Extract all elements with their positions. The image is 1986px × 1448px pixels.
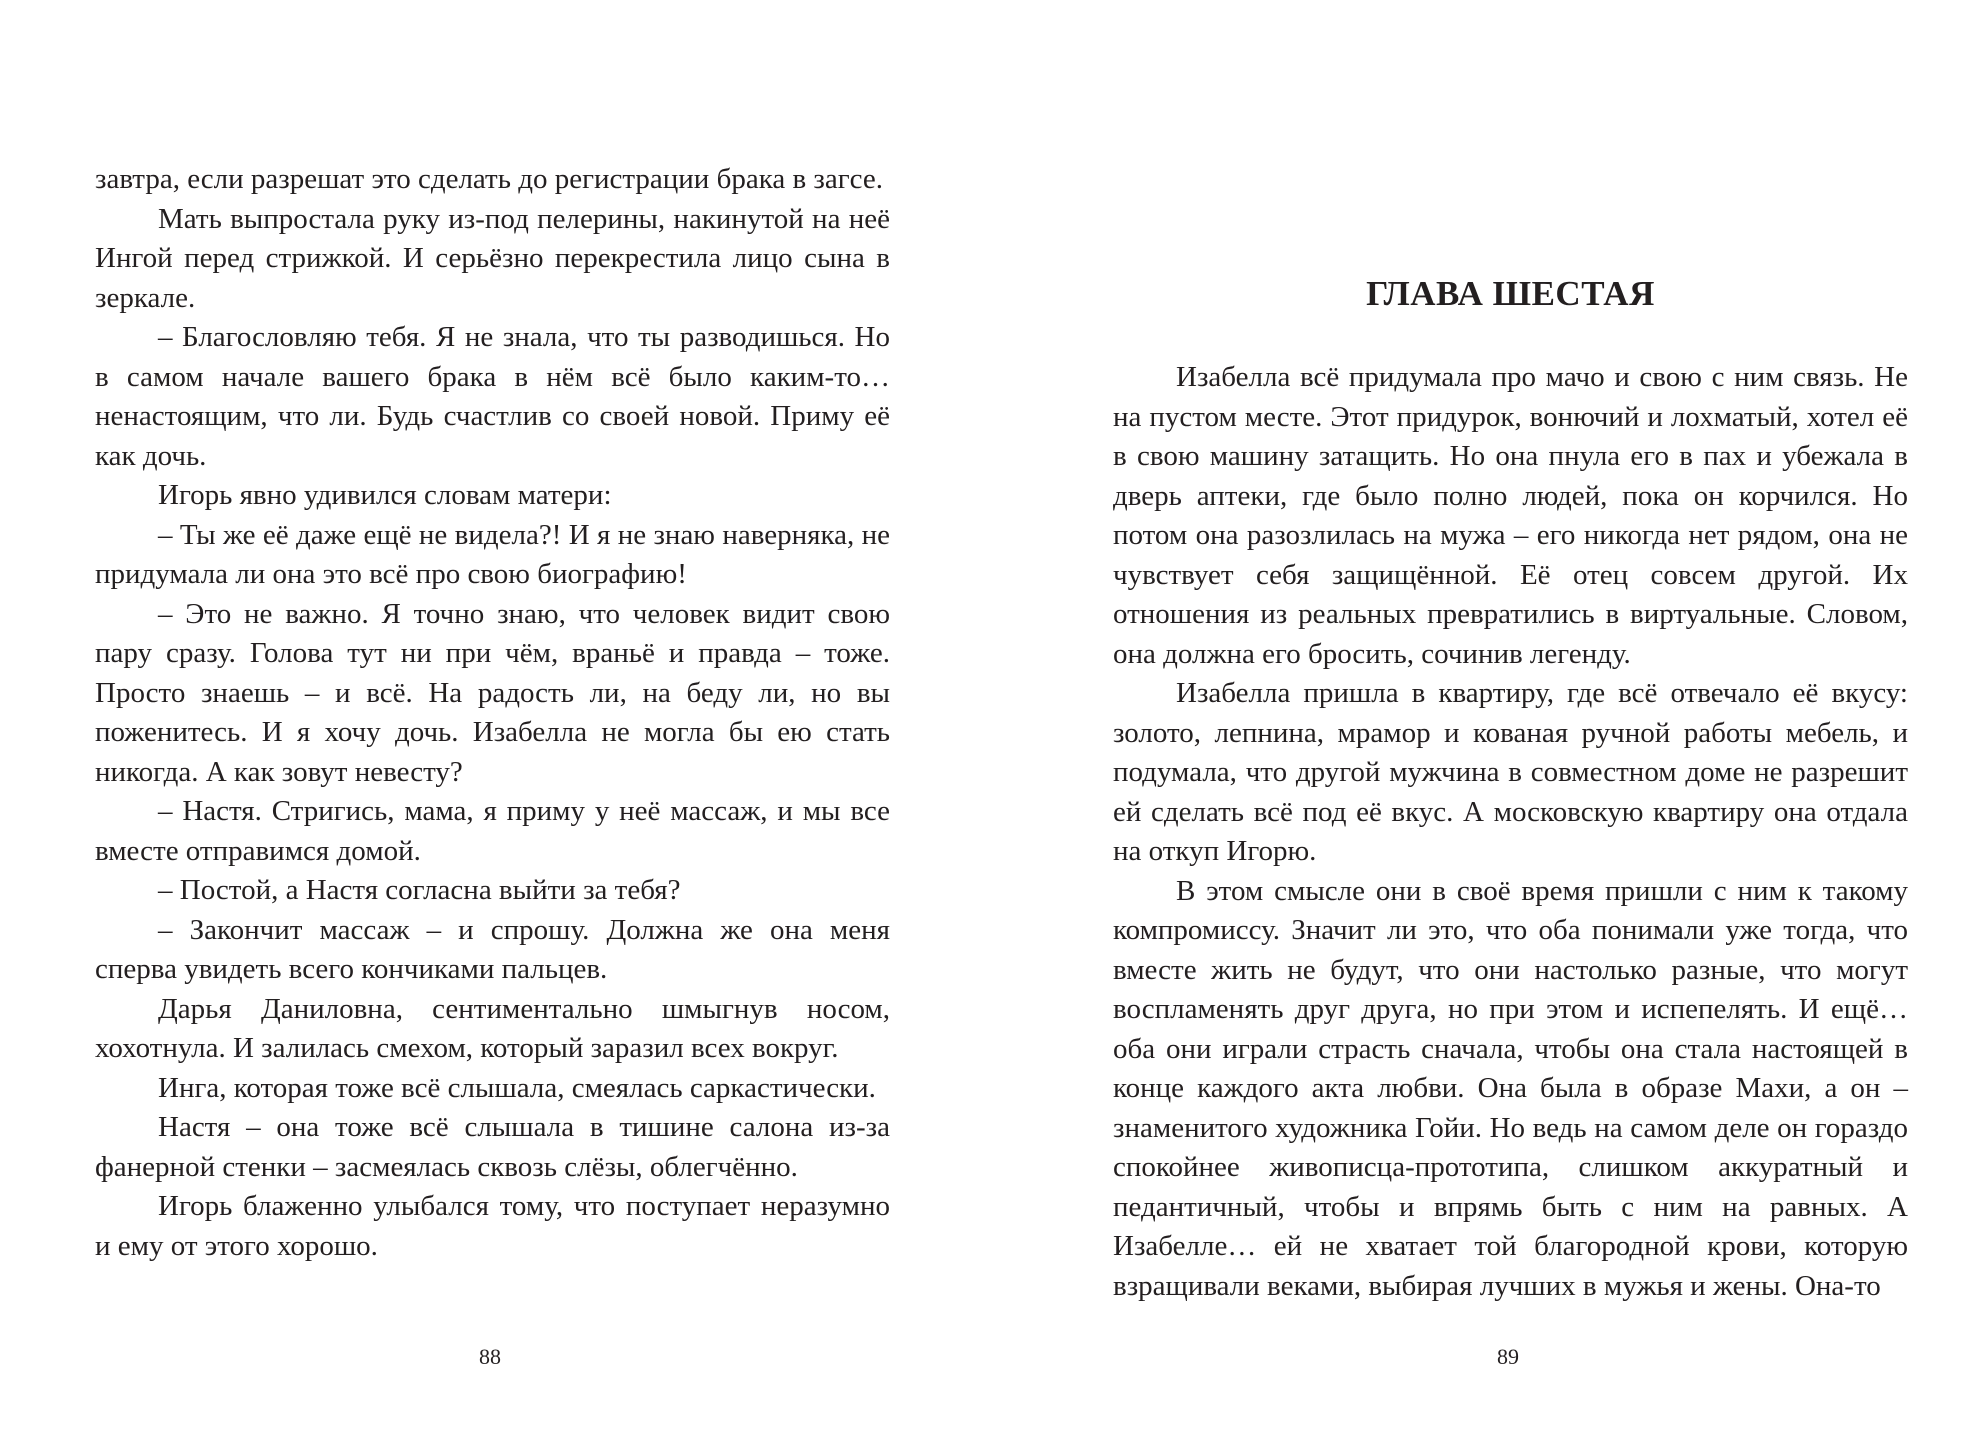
paragraph: Инга, которая тоже всё слышала, смеялась саркастически. bbox=[158, 1071, 876, 1104]
paragraph: завтра, если разрешат это сделать до регистрации брака в загсе. bbox=[95, 163, 883, 195]
paragraph: – Благословляю тебя. Я не знала, что ты разводишься. Но в самом начале вашего брака в нём всё было каким-то… ненастоящим, что ли. Будь счастлив со своей новой. Приму её как дочь. bbox=[95, 321, 890, 472]
left-page-text bbox=[95, 160, 890, 1266]
paragraph: Игорь блаженно улыбался тому, что поступает неразумно и ему от этого хорошо. bbox=[95, 1190, 890, 1262]
paragraph: – Это не важно. Я точно знаю, что человек видит свою пару сразу. Голова тут ни при чём, враньё и правда – тоже. Просто знаешь – и всё. На радость ли, на беду ли, но вы поженитесь. И я хочу дочь. Изабелла не могла бы ею стать никогда. А как зовут невесту? bbox=[95, 597, 890, 788]
right-page-text bbox=[1113, 358, 1908, 1306]
paragraph: Настя – она тоже всё слышала в тишине салона из-за фанерной стенки – засмеялась сквозь слёзы, облегчённо. bbox=[95, 1111, 890, 1183]
paragraph: – Закончит массаж – и спрошу. Должна же она меня сперва увидеть всего кончиками пальцев. bbox=[95, 913, 890, 985]
paragraph: Мать выпростала руку из-под пелерины, накинутой на неё Ингой перед стрижкой. И серьёзно перекрестила лицо сына в зеркале. bbox=[95, 202, 890, 314]
page-number: 89 bbox=[1497, 1344, 1519, 1369]
paragraph: Изабелла пришла в квартиру, где всё отвечало её вкусу: золото, лепнина, мрамор и кованая ручной работы мебель, и подумала, что другой мужчина в совместном доме не разрешит ей сделать всё под её вкус. А московскую квартиру она отдала на откуп Игорю. bbox=[1113, 677, 1908, 867]
paragraph: – Настя. Стригись, мама, я приму у неё массаж, и мы все вместе отправимся домой. bbox=[95, 795, 890, 867]
page-number: 88 bbox=[479, 1344, 501, 1369]
paragraph: – Постой, а Настя согласна выйти за тебя? bbox=[158, 874, 681, 906]
paragraph: – Ты же её даже ещё не видела?! И я не знаю наверняка, не придумала ли она это всё про свою биографию! bbox=[95, 518, 890, 590]
chapter-title: ГЛАВА ШЕСТАЯ bbox=[1366, 274, 1655, 313]
paragraph: В этом смысле они в своё время пришли с ним к такому компромиссу. Значит ли это, что оба понимали уже тогда, что вместе жить не будут, что они настолько разные, что могут воспламенять друг друга, но при этом и испепелять. И ещё… оба они играли страсть сначала, чтобы она стала настоящей в конце каждого акта любви. Она была в образе Махи, а он – знаменитого художника Гойи. Но ведь на самом деле он гораздо спокойнее живописца-прототипа, слишком аккуратный и педантичный, чтобы и впрямь быть с ним на равных. А Изабелле… ей не хватает той благородной крови, которую взращивали веками, выбирая лучших в мужья и жены. Она-то bbox=[1113, 874, 1908, 1302]
paragraph: Изабелла всё придумала про мачо и свою с ним связь. Не на пустом месте. Этот придурок, вонючий и лохматый, хотел её в свою машину затащить. Но она пнула его в пах и убежала в дверь аптеки, где было полно людей, пока он корчился. Но потом она разозлилась на мужа – его никогда нет рядом, она не чувствует себя защищённой. Её отец совсем другой. Их отношения из реальных превратились в виртуальные. Словом, она должна его бросить, сочинив легенду. bbox=[1113, 361, 1908, 670]
right-page bbox=[993, 0, 1986, 1448]
paragraph: Игорь явно удивился словам матери: bbox=[158, 479, 612, 511]
paragraph: Дарья Даниловна, сентиментально шмыгнув носом, хохотнула. И залилась смехом, который заразил всех вокруг. bbox=[95, 992, 890, 1064]
